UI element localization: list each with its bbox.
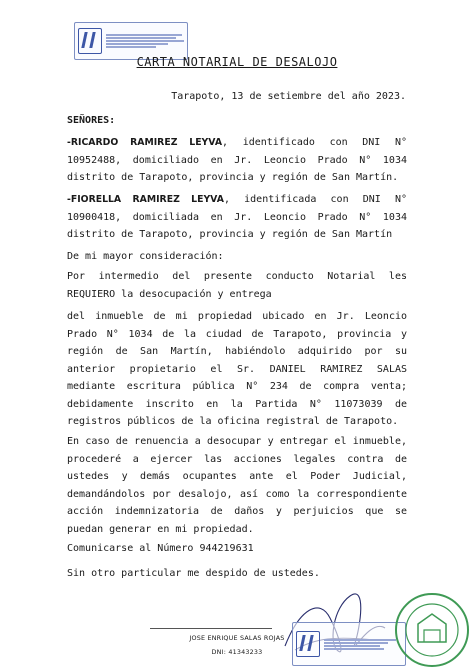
date-line: Tarapoto, 13 de setiembre del año 2023.	[171, 91, 406, 102]
recipient-1	[67, 134, 407, 187]
recipient-1-details: , identificado con DNI N° 10952488, domiciliado en Jr. Leoncio Prado N° 1034 distrito de Tarapoto, provincia y región de San Martín.	[67, 137, 407, 183]
recipient-2-details: , identificada con DNI N° 10900418, domiciliada en Jr. Leoncio Prado N° 1034 distrito de Tarapoto, provincia y región de San Martín	[67, 194, 407, 240]
notary-logo-icon	[78, 28, 102, 54]
recipient-2	[67, 191, 407, 244]
signatory-dni: DNI: 41343233	[211, 648, 263, 656]
greeting: De mi mayor consideración:	[67, 251, 224, 262]
signature-line	[150, 628, 272, 629]
document-title: CARTA NOTARIAL DE DESALOJO	[136, 55, 338, 69]
recipient-1-name: -RICARDO RAMIREZ LEYVA	[67, 137, 223, 148]
signatory-name: JOSE ENRIQUE SALAS ROJAS	[189, 634, 285, 642]
closing-line: Sin otro particular me despido de ustedes.	[67, 568, 320, 579]
recipient-2-name: -FIORELLA RAMIREZ LEYVA	[67, 194, 224, 205]
notary-seal-icon	[384, 588, 472, 668]
paragraph-request: Por intermedio del presente conducto Notarial les REQUIERO la desocupación y entrega	[67, 271, 407, 300]
salutation: SEÑORES:	[67, 115, 116, 126]
contact-line: Comunicarse al Número 944219631	[67, 543, 254, 554]
stamp-text-lines	[106, 34, 184, 48]
paragraph-property: del inmueble de mi propiedad ubicado en Jr. Leoncio Prado N° 1034 de la ciudad de Tarapoto, provincia y región de San Martín, habiéndolo adquirido por su anterior propietario el Sr. DANIEL RAMIREZ SALAS mediante escritura pública N° 234 de compra venta; debidamente inscrito en la Partida N° 11073039 de registros públicos de la oficina registral de Tarapoto.	[67, 311, 407, 427]
paragraph-warning: En caso de renuencia a desocupar y entregar el inmueble, procederé a ejercer las acciones legales contra de ustedes y demás ocupantes ante el Poder Judicial, demandándolos por desalojo, así como la correspondiente acción indemnizatoria de daños y perjuicios que se puedan generar en mi propiedad.	[67, 436, 407, 535]
